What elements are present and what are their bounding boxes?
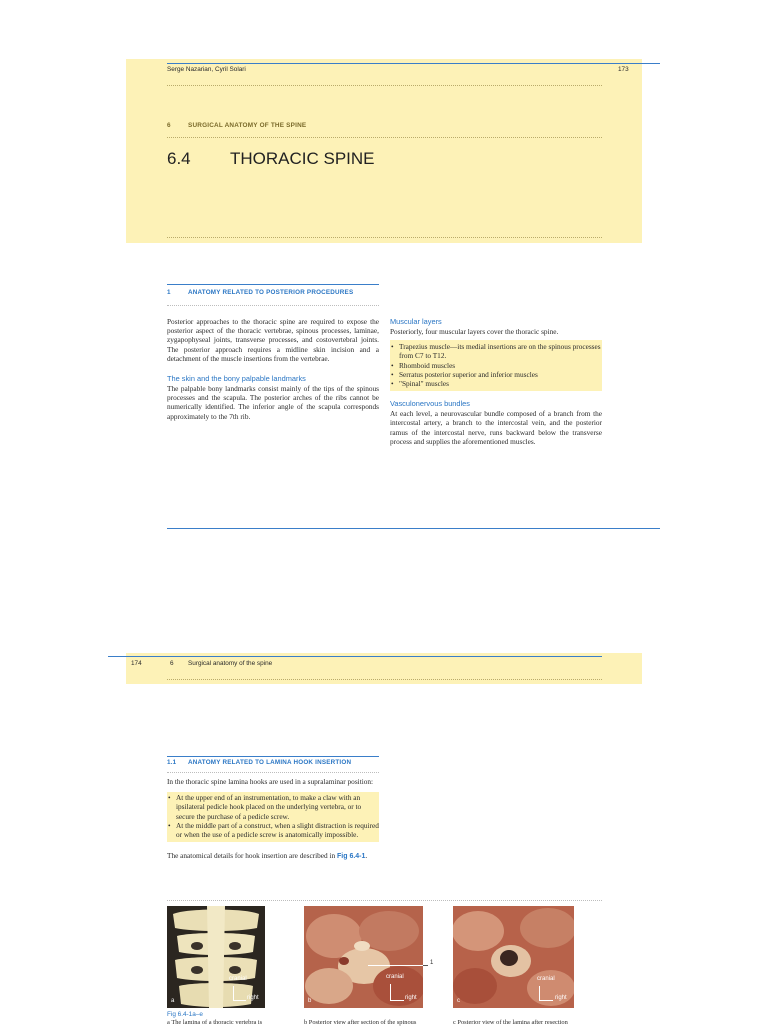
- cranial-label: cranial: [537, 976, 555, 982]
- dissection-image: [453, 906, 574, 1008]
- page1-chapter-title: SURGICAL ANATOMY OF THE SPINE: [188, 122, 307, 129]
- callout-line: [368, 965, 423, 966]
- dissection-image: [304, 906, 423, 1008]
- spine-bone-image: [167, 906, 265, 1008]
- page1-left-column: [167, 317, 379, 421]
- callout-number: 1: [430, 960, 434, 966]
- list-item: • At the middle part of a construct, when a slight distraction is required or when the use of a pedicle screw is anatomically impossible.: [167, 821, 379, 839]
- page2-chapter-number: 6: [170, 660, 174, 667]
- divider: [167, 679, 602, 680]
- page1-h1-title: ANATOMY RELATED TO POSTERIOR PROCEDURES: [188, 289, 354, 296]
- page1-right-column: [390, 317, 602, 446]
- page2-page-number: 174: [131, 660, 142, 667]
- page1-h1-number: 1: [167, 289, 171, 296]
- figure-caption-a: a The lamina of a thoracic vertebra is: [167, 1019, 263, 1026]
- orientation-arrow: [539, 986, 540, 1000]
- divider: [167, 237, 602, 238]
- page1-intro: Posterior approaches to the thoracic spine are required to expose the posterior aspect of the thoracic vertebrae, spinous processes, laminae, zygapophyseal joints, transverse processes, and costovertebral joints. The posterior approach requires a midline skin incision and a detachment of the muscle insertions from the vertebrae.: [167, 317, 379, 363]
- divider: [167, 900, 602, 901]
- figure-panel-b: [304, 906, 423, 1008]
- orientation-arrow: [390, 1000, 404, 1001]
- divider: [167, 137, 602, 138]
- page2-h-title: ANATOMY RELATED TO LAMINA HOOK INSERTION: [188, 759, 352, 766]
- page1-muscle-box: [390, 340, 602, 391]
- page2-top-rule: [108, 656, 602, 657]
- panel-letter: c: [457, 998, 460, 1004]
- figure-caption-b: b Posterior view after section of the spinous: [304, 1019, 417, 1026]
- divider: [167, 85, 602, 86]
- right-label: right: [555, 995, 567, 1001]
- page1-page-number: 173: [618, 66, 629, 73]
- right-label: right: [405, 995, 417, 1001]
- page1-section-title: THORACIC SPINE: [230, 149, 375, 168]
- details-suffix: .: [365, 851, 368, 861]
- list-item: • Rhomboid muscles: [390, 361, 602, 370]
- divider: [167, 305, 379, 306]
- page1-chapter-number: 6: [167, 122, 171, 129]
- page2-intro: In the thoracic spine lamina hooks are used in a supralaminar position:: [167, 777, 374, 786]
- figure-panel-a: [167, 906, 265, 1008]
- figure-caption-label: Fig 6.4-1a–e: [167, 1011, 203, 1018]
- page1-vasc-text: At each level, a neurovascular bundle composed of a branch from the intercostal artery, a branch to the intercostal vein, and the posterior ramus of the intercostal nerve, runs backward below the transverse process and supplies the aforementioned muscles.: [390, 409, 602, 446]
- page1-section-rule: [167, 284, 379, 285]
- page1-top-rule: [167, 63, 660, 64]
- orientation-arrow: [539, 1000, 553, 1001]
- right-label: right: [247, 995, 259, 1001]
- divider: [167, 772, 379, 773]
- page1-bottom-rule: [167, 528, 660, 529]
- page2-list-box: [167, 792, 379, 842]
- page1-muscle-heading: Muscular layers: [390, 317, 442, 326]
- figure-link[interactable]: Fig 6.4-1: [337, 853, 366, 861]
- page1-skin-text: The palpable bony landmarks consist mainly of the tips of the spinous processes and the scapula. The posterior arches of the ribs cannot be numerically identified. The inferior angle of the scapula corresponds approximately to the 7th rib.: [167, 384, 379, 421]
- page1-section-number: 6.4: [167, 149, 191, 168]
- details-prefix: The anatomical details for hook insertion are described in: [167, 851, 337, 861]
- page2-chapter-title: Surgical anatomy of the spine: [188, 660, 273, 667]
- cranial-label: cranial: [229, 976, 247, 982]
- orientation-arrow: [390, 984, 391, 1000]
- page1-skin-heading: The skin and the bony palpable landmarks: [167, 374, 306, 384]
- callout-line-ext: [423, 965, 428, 966]
- page2-h-number: 1.1: [167, 759, 177, 766]
- list-item: • "Spinal" muscles: [390, 379, 602, 388]
- orientation-arrow: [233, 986, 234, 1000]
- list-item: • Trapezius muscle—its medial insertions are on the spinous processes from C7 to T12.: [390, 342, 602, 360]
- list-item: • At the upper end of an instrumentation, to make a claw with an ipsilateral pedicle hook placed on the underlying vertebra, or to secure the purchase of a pedicle screw.: [167, 793, 379, 821]
- page2-details: [167, 851, 379, 861]
- page2-section-rule: [167, 756, 379, 757]
- figure-panel-c: [453, 906, 574, 1008]
- page1-authors: Serge Nazarian, Cyril Solari: [167, 66, 246, 73]
- cranial-label: cranial: [386, 974, 404, 980]
- page1-muscle-list: [390, 342, 602, 388]
- page1-header-band: [126, 59, 642, 243]
- figure-caption-c: c Posterior view of the lamina after resection: [453, 1019, 568, 1026]
- page1-vasc-heading: Vasculonervous bundles: [390, 399, 470, 409]
- page2-content: [167, 777, 379, 861]
- page2-list: [167, 793, 379, 839]
- list-item: • Serratus posterior superior and inferior muscles: [390, 370, 602, 379]
- panel-letter: b: [308, 998, 312, 1004]
- page1-muscle-text: Posteriorly, four muscular layers cover the thoracic spine.: [390, 327, 559, 336]
- orientation-arrow: [233, 1000, 246, 1001]
- panel-letter: a: [171, 998, 175, 1004]
